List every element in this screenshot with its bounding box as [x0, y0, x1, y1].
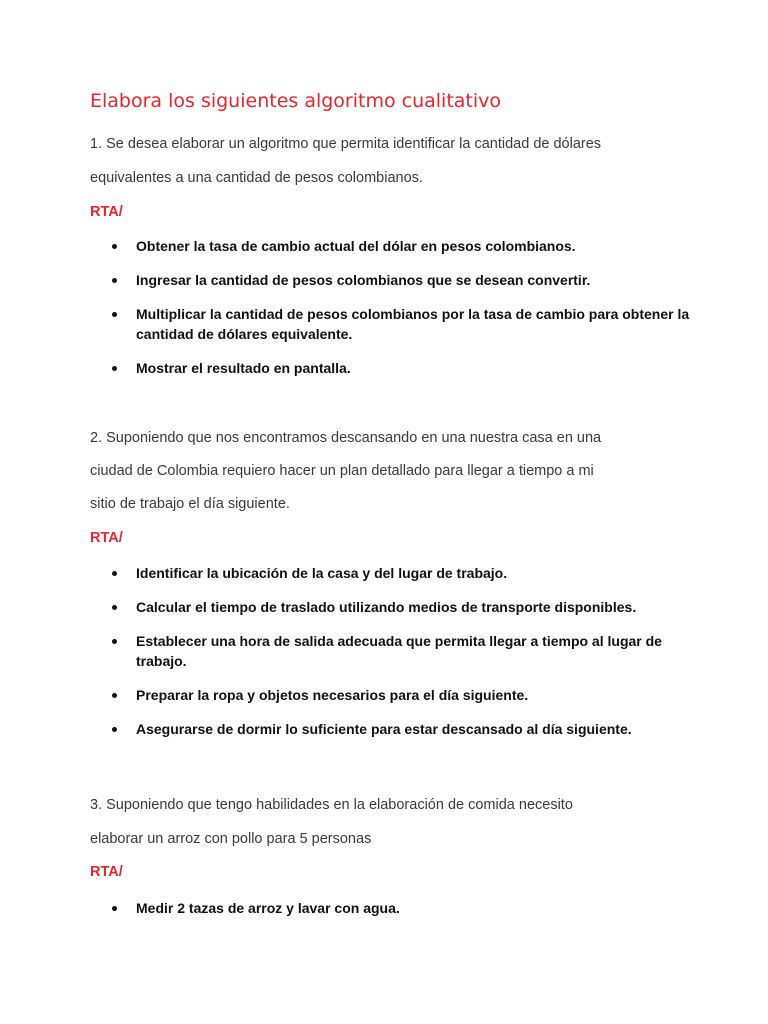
list-item: [110, 719, 690, 739]
bullet-icon: [112, 906, 117, 911]
answer-label-3: RTA/: [90, 864, 123, 880]
list-item: [110, 563, 690, 583]
answer-label-2: RTA/: [90, 530, 123, 546]
list-item-text: Asegurarse de dormir lo suficiente para estar descansado al día siguiente.: [136, 721, 632, 737]
document-title: Elabora los siguientes algoritmo cualitativo: [90, 90, 502, 112]
list-item: [110, 270, 690, 290]
bullet-icon: [112, 312, 117, 317]
list-item: [110, 236, 690, 256]
question-2-line-1: 2. Suponiendo que nos encontramos descansando en una nuestra casa en una: [90, 430, 602, 446]
list-item-text: Identificar la ubicación de la casa y del lugar de trabajo.: [136, 565, 508, 581]
answer-list-1: [110, 236, 690, 392]
bullet-icon: [112, 244, 117, 249]
answer-list-3: [110, 898, 690, 932]
list-item-text: Mostrar el resultado en pantalla.: [136, 360, 351, 376]
bullet-icon: [112, 605, 117, 610]
answer-label-1: RTA/: [90, 204, 123, 220]
answer-list-2: [110, 563, 690, 753]
bullet-icon: [112, 278, 117, 283]
list-item-text: Calcular el tiempo de traslado utilizando medios de transporte disponibles.: [136, 599, 637, 615]
list-item-text: Medir 2 tazas de arroz y lavar con agua.: [136, 900, 400, 916]
list-item: [110, 597, 690, 617]
question-3-line-1: 3. Suponiendo que tengo habilidades en la elaboración de comida necesito: [90, 797, 573, 813]
question-1-line-2: equivalentes a una cantidad de pesos colombianos.: [90, 170, 423, 186]
bullet-icon: [112, 571, 117, 576]
list-item-text: Multiplicar la cantidad de pesos colombianos por la tasa de cambio para obtener la cantidad de dólares equivalente.: [136, 306, 690, 342]
list-item-text: Preparar la ropa y objetos necesarios para el día siguiente.: [136, 687, 529, 703]
question-2-line-2: ciudad de Colombia requiero hacer un plan detallado para llegar a tiempo a mi: [90, 463, 594, 479]
list-item-text: Obtener la tasa de cambio actual del dólar en pesos colombianos.: [136, 238, 576, 254]
list-item: [110, 685, 690, 705]
list-item: [110, 358, 690, 378]
list-item: [110, 304, 690, 344]
list-item: [110, 898, 690, 918]
list-item-text: Ingresar la cantidad de pesos colombianos que se desean convertir.: [136, 272, 591, 288]
bullet-icon: [112, 693, 117, 698]
question-1-line-1: 1. Se desea elaborar un algoritmo que permita identificar la cantidad de dólares: [90, 136, 602, 152]
question-2-line-3: sitio de trabajo el día siguiente.: [90, 496, 290, 512]
list-item: [110, 631, 690, 671]
question-3-line-2: elaborar un arroz con pollo para 5 personas: [90, 831, 372, 847]
bullet-icon: [112, 366, 117, 371]
list-item-text: Establecer una hora de salida adecuada que permita llegar a tiempo al lugar de trabajo.: [136, 633, 662, 669]
bullet-icon: [112, 727, 117, 732]
bullet-icon: [112, 639, 117, 644]
